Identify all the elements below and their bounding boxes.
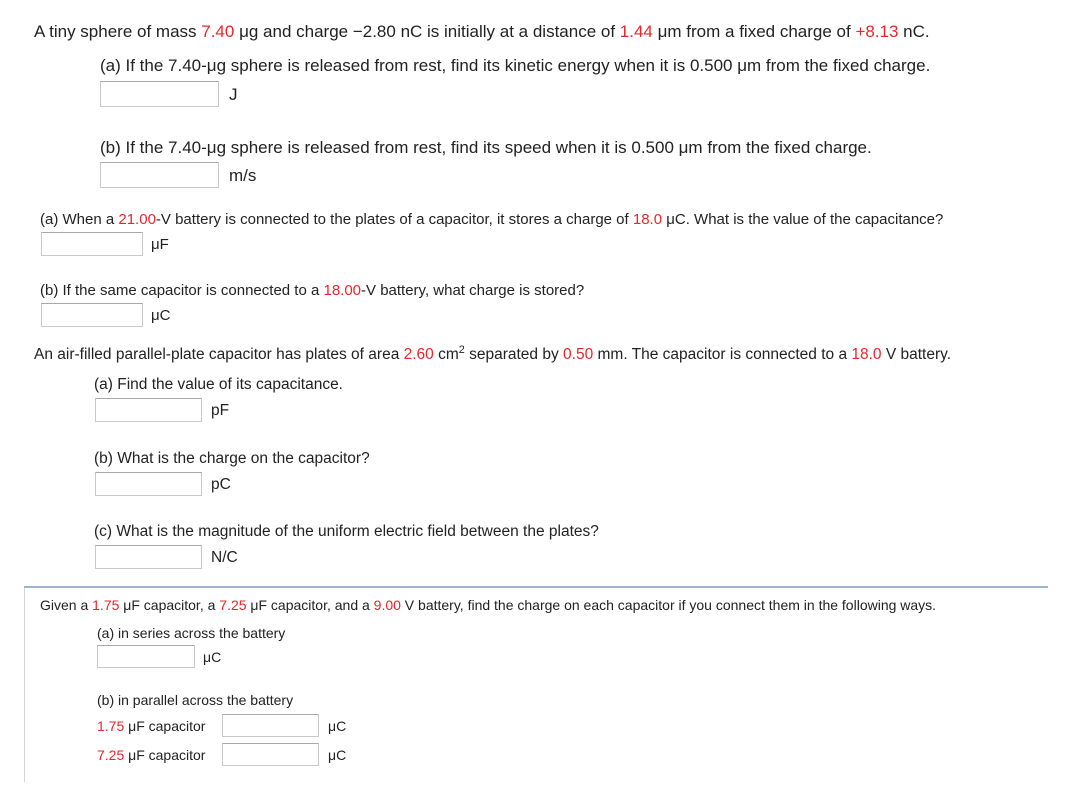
parallel-charge-c1-input[interactable] (222, 714, 319, 737)
capacitance-unit: μF (151, 236, 169, 253)
plate-separation-value: 0.50 (563, 346, 594, 363)
capacitance-input[interactable] (41, 232, 143, 256)
battery-voltage-value: 9.00 (373, 597, 401, 613)
problem3-part-b-question: (b) What is the charge on the capacitor? (94, 450, 370, 467)
section-divider (24, 586, 1048, 588)
capacitor1-value: 1.75 (92, 597, 120, 613)
series-charge-unit: μC (203, 649, 222, 665)
battery-voltage-value: 21.00 (118, 211, 156, 228)
new-voltage-value: 18.00 (323, 282, 362, 299)
problem1-intro: A tiny sphere of mass 7.40 μg and charge −2.80 nC is initially at a distance of 1.44 μm from a fixed charge of +8.13 nC. (34, 22, 930, 41)
section-border (24, 588, 25, 782)
problem4-intro: Given a 1.75 μF capacitor, a 7.25 μF capacitor, and a 9.00 V battery, find the charge on each capacitor if you connect them in the following ways. (40, 597, 937, 613)
problem1-part-a-question: (a) If the 7.40-μg sphere is released from rest, find its kinetic energy when it is 0.500 μm from the fixed charge. (100, 56, 931, 75)
electric-field-input[interactable] (95, 545, 202, 569)
stored-charge-unit: μC (151, 307, 171, 324)
stored-charge-value: 18.0 (632, 211, 663, 228)
problem1-part-b-question: (b) If the 7.40-μg sphere is released from rest, find its speed when it is 0.500 μm from the fixed charge. (100, 138, 872, 157)
kinetic-energy-unit: J (229, 85, 238, 104)
charge-unit: pC (211, 476, 231, 493)
parallel-plate-capacitance-input[interactable] (95, 398, 202, 422)
problem3-part-a-question: (a) Find the value of its capacitance. (94, 376, 343, 393)
problem3-intro: An air-filled parallel-plate capacitor has plates of area 2.60 $cm^2$ separated by 0.50 mm. The capacitor is connected to a 18.0 V battery. (34, 344, 952, 363)
parallel-row1-label: 1.75 μF capacitor (97, 718, 206, 734)
electric-field-unit: N/C (211, 549, 238, 566)
capacitor-charge-input[interactable] (95, 472, 202, 496)
speed-input[interactable] (100, 162, 219, 188)
capacitor2-value: 7.25 (219, 597, 247, 613)
kinetic-energy-input[interactable] (100, 81, 219, 107)
parallel-charge-c1-unit: μC (328, 718, 347, 734)
parallel-row2-label: 7.25 μF capacitor (97, 747, 206, 763)
parallel-charge-c2-unit: μC (328, 747, 347, 763)
problem2-part-a-question: (a) When a 21.00-V battery is connected to the plates of a capacitor, it stores a charge of 18.0 μC. What is the value of the capacitance? (40, 211, 944, 228)
problem2-part-b-question: (b) If the same capacitor is connected to a 18.00-V battery, what charge is stored? (40, 282, 585, 299)
problem4-part-a-question: (a) in series across the battery (97, 625, 286, 641)
fixed-charge-value: +8.13 (855, 22, 899, 41)
series-charge-input[interactable] (97, 645, 195, 668)
battery-voltage-value: 18.0 (851, 346, 882, 363)
parallel-charge-c2-input[interactable] (222, 743, 319, 766)
stored-charge-input[interactable] (41, 303, 143, 327)
distance-value: 1.44 (619, 22, 653, 41)
speed-unit: m/s (229, 166, 257, 185)
mass-value: 7.40 (201, 22, 235, 41)
problem4-part-b-question: (b) in parallel across the battery (97, 692, 294, 708)
plate-area-value: 2.60 (403, 346, 434, 363)
problem3-part-c-question: (c) What is the magnitude of the uniform electric field between the plates? (94, 523, 599, 540)
capacitance-unit: pF (211, 402, 230, 419)
